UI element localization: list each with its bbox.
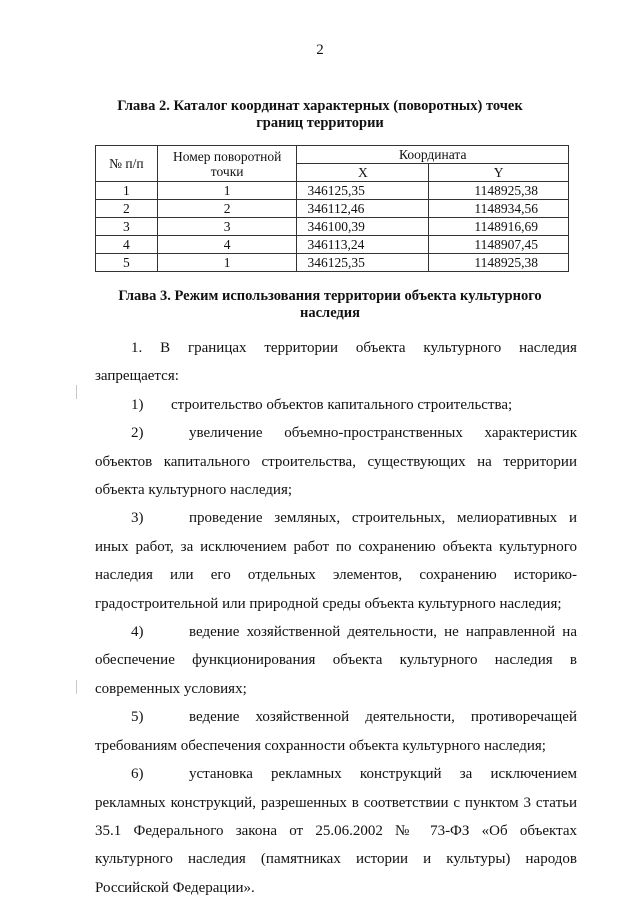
table-row [96,236,569,254]
chapter2-heading [100,98,540,132]
list-item-text: ведение хозяйственной деятельности, противоречащей требованиям обеспечения сохранности объекта культурного наследия; [95,709,577,754]
word: В [160,340,171,356]
header-y: Y [429,164,569,182]
coordinates-table [95,145,569,272]
list-item-text: установка рекламных конструкций за исключением рекламных конструкций, разрешенных в соответствии с пунктом 3 статьи 35.1 Федерального закона от 25.06.2002 № 73-ФЗ «Об объектах культурного наследия (памятниках истории и культуры) народов Российской Федерации». [95,766,577,896]
cell-point: 2 [157,200,297,218]
table-row [96,182,569,200]
cell-x: 346125,35 [297,182,429,200]
list-item [95,504,577,618]
scan-artifact [76,680,77,694]
cell-y: 1148934,56 [429,200,569,218]
list-item-text: увеличение объемно-пространственных характеристик объектов капитального строительства, существующих на территории объекта культурного наследия; [95,425,577,499]
table-row [96,200,569,218]
header-x: X [297,164,429,182]
cell-x: 346113,24 [297,236,429,254]
paragraph-1-rest: запрещается: [95,368,179,385]
list-item [95,703,577,760]
chapter2-title-line2: границ территории [256,115,384,131]
word: наследия [519,340,577,356]
cell-x: 346112,46 [297,200,429,218]
list-item [95,760,577,902]
list-item-text: строительство объектов капитального строительства; [171,396,513,413]
cell-x: 346100,39 [297,218,429,236]
list-item-text: ведение хозяйственной деятельности, не направленной на обеспечение функционирования объекта культурного наследия в современных условиях; [95,624,577,697]
list-item-number: 3) [131,510,144,527]
list-item-number: 1) [131,396,144,413]
chapter3-title-line1: Глава 3. Режим использования территории объекта культурного [118,288,542,304]
chapter3-heading [95,288,565,322]
cell-y: 1148925,38 [429,254,569,272]
list-item [95,419,577,504]
list-item [95,618,577,703]
cell-num: 2 [96,200,158,218]
list-item [95,391,577,419]
word: культурного [423,340,502,356]
word: границах [187,340,247,356]
word: территории [264,340,339,356]
word: объекта [355,340,406,356]
paragraph-1-line1 [95,334,577,362]
header-num: № п/п [96,146,158,182]
cell-num: 3 [96,218,158,236]
table-row [96,218,569,236]
header-point: Номер поворотной точки [157,146,297,182]
cell-y: 1148916,69 [429,218,569,236]
page-number: 2 [316,42,324,58]
cell-point: 4 [157,236,297,254]
table-row [96,254,569,272]
list-item-number: 6) [131,766,144,783]
cell-num: 1 [96,182,158,200]
word: 1. [131,340,143,356]
cell-point: 1 [157,254,297,272]
scan-artifact [76,385,77,399]
cell-y: 1148925,38 [429,182,569,200]
cell-point: 1 [157,182,297,200]
list-item-number: 4) [131,624,144,641]
chapter3-title-line2: наследия [300,305,360,321]
body-text [95,334,577,902]
list-item-number: 5) [131,709,144,726]
cell-x: 346125,35 [297,254,429,272]
list-item-text: проведение земляных, строительных, мелиоративных и иных работ, за исключением работ по сохранению объекта культурного наследия или его отдельных элементов, сохранению историко-градостроительной или природной среды объекта культурного наследия; [95,510,577,612]
list-item-number: 2) [131,425,144,442]
header-coordinate: Координата [297,146,569,164]
cell-num: 4 [96,236,158,254]
cell-num: 5 [96,254,158,272]
cell-y: 1148907,45 [429,236,569,254]
cell-point: 3 [157,218,297,236]
chapter2-title-line1: Глава 2. Каталог координат характерных (поворотных) точек [117,98,523,114]
